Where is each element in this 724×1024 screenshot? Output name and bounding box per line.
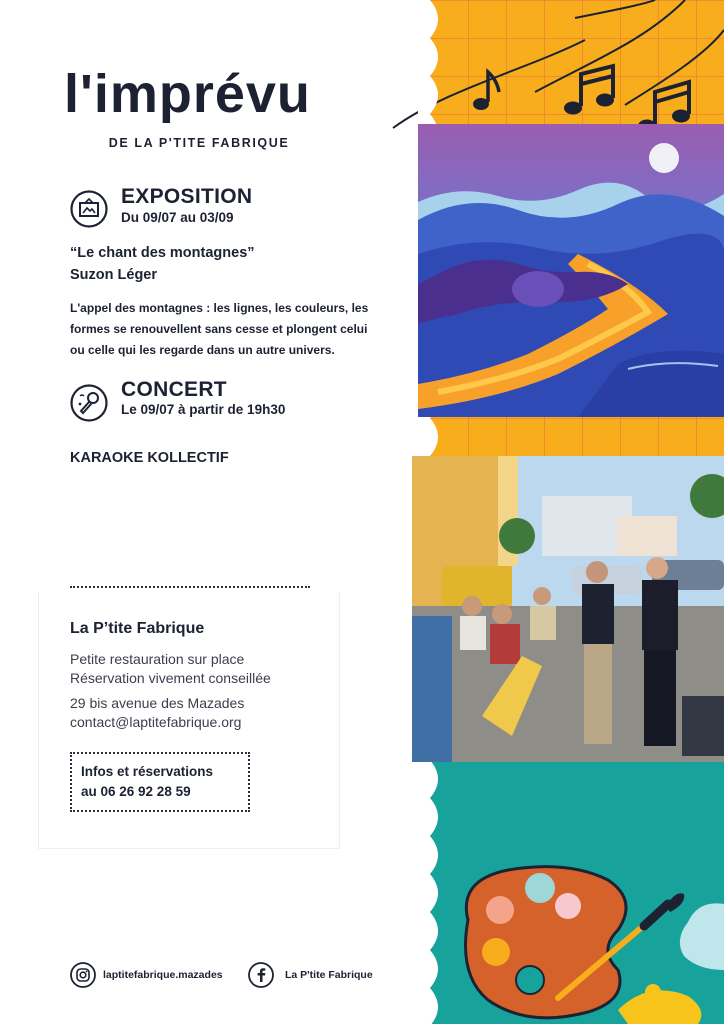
paint-palette-icon [448, 860, 724, 1024]
facebook-page[interactable]: La P'tite Fabrique [285, 969, 373, 981]
reservation-phone[interactable]: au 06 26 92 28 59 [81, 784, 191, 799]
exposition-description: L'appel des montagnes : les lignes, les couleurs, les formes se renouvellent sans cesse et plongent celui ou celle qui les regarde dans un autre univers. [70, 301, 369, 357]
exposition-title: EXPOSITION [121, 185, 253, 208]
painting-image [418, 124, 724, 417]
event-photo [412, 456, 724, 762]
concert-act: KARAOKE KOLLECTIF [70, 450, 229, 466]
dotted-divider [70, 586, 310, 588]
venue-name: La P’tite Fabrique [70, 620, 205, 637]
facebook-icon[interactable] [248, 962, 274, 988]
concert-dates: Le 09/07 à partir de 19h30 [121, 402, 286, 417]
work-title: “Le chant des montagnes” [70, 245, 255, 261]
reservation-line-1: Infos et réservations [81, 764, 214, 779]
limprevu-logo [64, 58, 334, 128]
contact-email[interactable]: contact@laptitefabrique.org [70, 714, 242, 730]
venue-details: Petite restauration sur place Réservation vivement conseillée 29 bis avenue des Mazades contact@laptitefabrique.org [70, 651, 271, 730]
concert-title: CONCERT [121, 378, 227, 401]
frame-icon [70, 190, 108, 228]
exposition-dates: Du 09/07 au 03/09 [121, 210, 234, 225]
subtitle: DE LA P'TITE FABRIQUE [108, 136, 290, 150]
instagram-handle[interactable]: laptitefabrique.mazades [103, 969, 223, 981]
artist-name: Suzon Léger [70, 267, 158, 283]
microphone-icon [70, 384, 108, 422]
instagram-icon[interactable] [70, 962, 96, 988]
reservation-box [70, 752, 250, 812]
svg-text:l'imprévu: l'imprévu [64, 64, 311, 124]
